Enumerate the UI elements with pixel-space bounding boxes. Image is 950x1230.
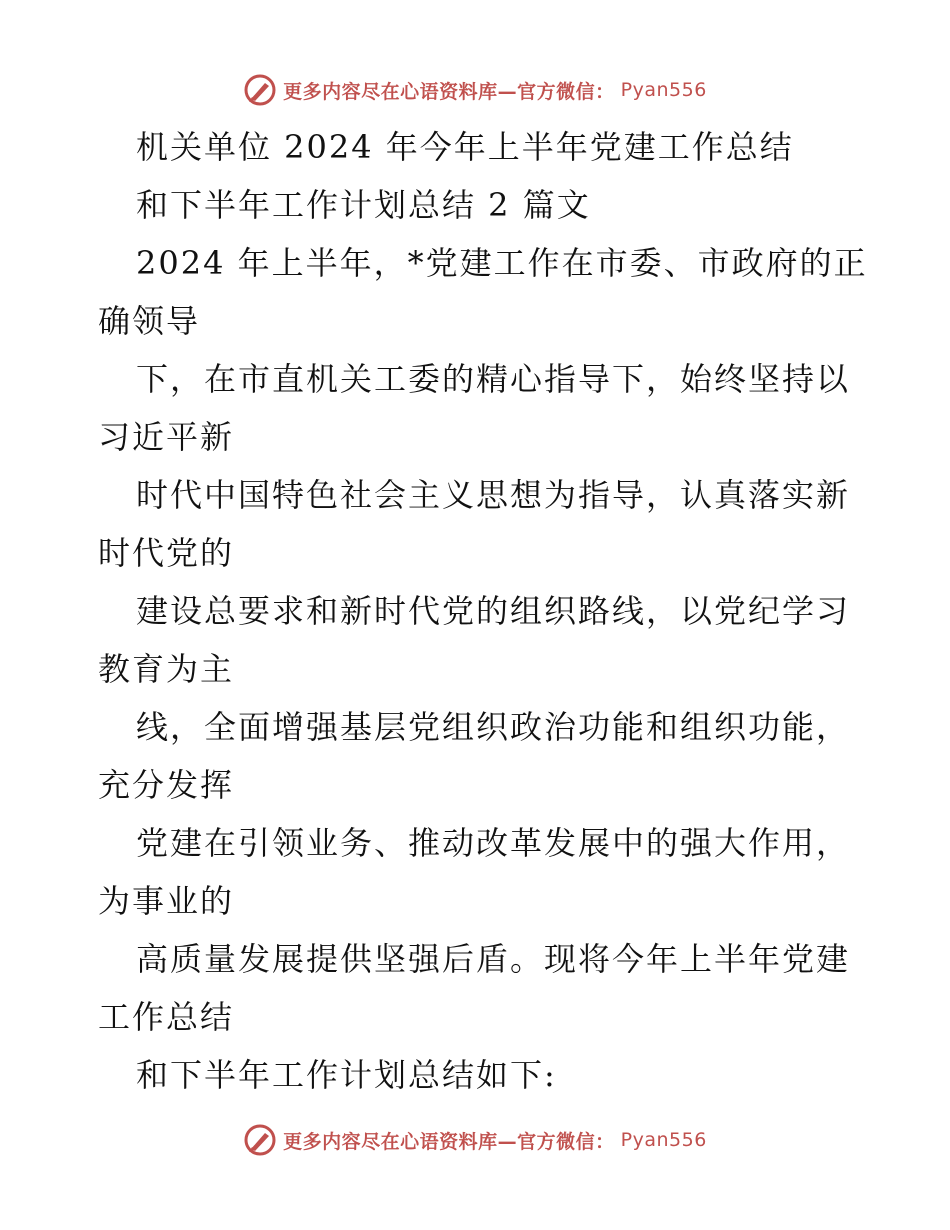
doc-line-title-2: 和下半年工作计划总结 2 篇文 — [136, 186, 591, 224]
pen-logo-icon — [243, 73, 277, 107]
doc-line: 习近平新 — [98, 418, 235, 456]
doc-line: 2024 年上半年，*党建工作在市委、市政府的正 — [136, 244, 868, 282]
doc-line: 教育为主 — [98, 650, 235, 688]
watermark-text: 更多内容尽在心语资料库—官方微信： — [283, 80, 615, 103]
watermark-text: 更多内容尽在心语资料库—官方微信： — [283, 1130, 615, 1153]
watermark-handle: Pyan556 — [620, 79, 707, 101]
doc-line-title-1: 机关单位 2024 年今年上半年党建工作总结 — [136, 128, 794, 166]
doc-line: 线，全面增强基层党组织政治功能和组织功能， — [136, 708, 851, 746]
doc-line: 时代中国特色社会主义思想为指导，认真落实新 — [136, 476, 851, 514]
doc-line: 建设总要求和新时代党的组织路线，以党纪学习 — [136, 592, 851, 630]
watermark-handle: Pyan556 — [620, 1129, 707, 1151]
doc-line: 下，在市直机关工委的精心指导下，始终坚持以 — [136, 360, 851, 398]
pen-logo-icon — [243, 1123, 277, 1157]
doc-line: 确领导 — [98, 302, 201, 340]
doc-line: 时代党的 — [98, 534, 235, 572]
doc-line: 为事业的 — [98, 882, 235, 920]
doc-line: 党建在引领业务、推动改革发展中的强大作用， — [136, 824, 851, 862]
footer-watermark — [0, 1120, 950, 1160]
document-body — [98, 118, 868, 1104]
doc-line: 高质量发展提供坚强后盾。现将今年上半年党建 — [136, 940, 851, 978]
doc-line: 和下半年工作计划总结如下: — [136, 1056, 557, 1094]
doc-line: 充分发挥 — [98, 766, 235, 804]
header-watermark — [0, 70, 950, 110]
doc-line: 工作总结 — [98, 998, 235, 1036]
